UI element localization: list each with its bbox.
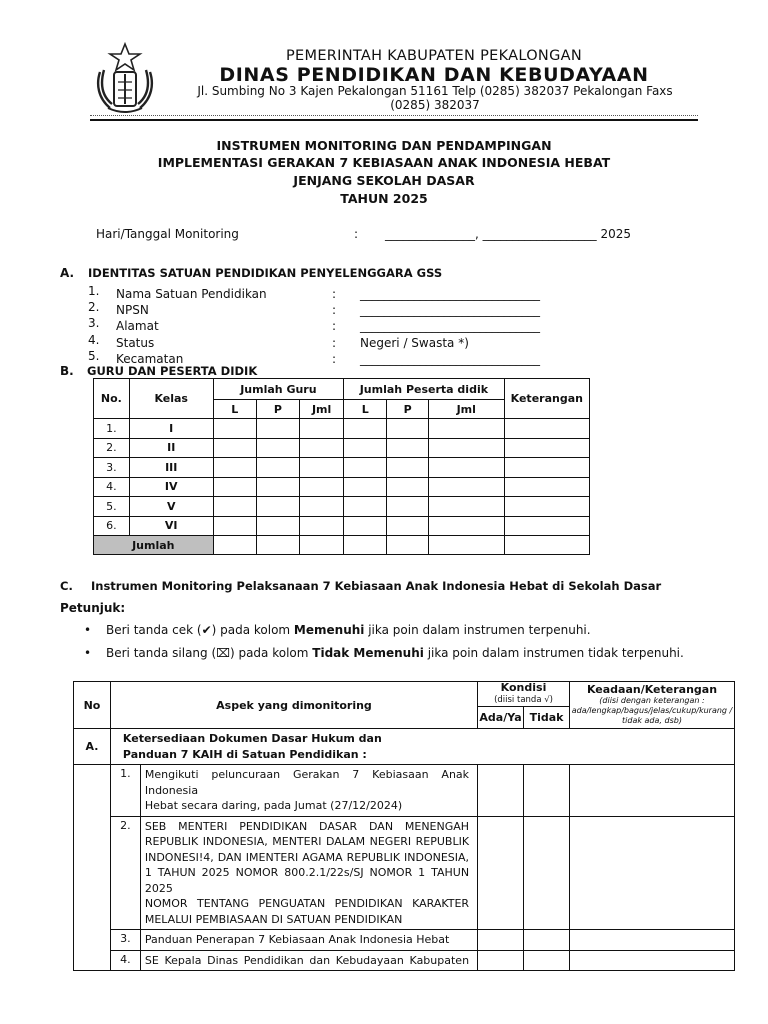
input-cell[interactable] — [387, 516, 428, 536]
input-cell[interactable] — [504, 477, 589, 497]
keadaan-cell[interactable] — [569, 816, 734, 930]
keadaan-cell[interactable] — [569, 765, 734, 817]
monitor-item-line: SE Kepala Dinas Pendidikan dan Kebudayaan Kabupaten — [144, 953, 470, 967]
input-cell[interactable] — [387, 419, 428, 439]
input-cell[interactable] — [504, 419, 589, 439]
doc-title-line3: JENJANG SEKOLAH DASAR — [293, 173, 475, 188]
monitor-item-line: 1 TAHUN 2025 NOMOR 800.2.1/22s/SJ NOMOR 1 TAHUN 2025 — [144, 866, 470, 895]
input-cell[interactable] — [387, 458, 428, 478]
input-cell[interactable] — [300, 458, 344, 478]
identity-label: NPSN — [116, 303, 149, 317]
section-b-heading: GURU DAN PESERTA DIDIK — [87, 364, 258, 378]
class-row-no: 3. — [94, 458, 130, 478]
identity-colon: : — [332, 303, 337, 317]
class-row-no: 1. — [94, 419, 130, 439]
mon-col-ada: Ada/Ya — [478, 707, 524, 729]
input-cell[interactable] — [387, 536, 428, 555]
col-siswa-jml: Jml — [428, 400, 504, 419]
identity-number: 5. — [88, 349, 100, 363]
input-cell[interactable] — [344, 536, 387, 555]
kondisi-note: (diisi tanda √) — [494, 695, 553, 705]
identity-colon: : — [332, 336, 337, 350]
mon-col-tidak: Tidak — [524, 707, 570, 729]
input-cell[interactable] — [387, 477, 428, 497]
identity-label: Status — [116, 336, 155, 350]
input-cell[interactable] — [300, 438, 344, 458]
monitor-item-line: Mengikuti peluncuraan Gerakan 7 Kebiasaan Anak Indonesia — [144, 768, 470, 797]
monitoring-date-label: Hari/Tanggal Monitoring — [96, 227, 239, 241]
group-a-title — [110, 729, 734, 765]
letterhead-address: Jl. Sumbing No 3 Kajen Pekalongan 51161 Telp (0285) 382037 Pekalongan Faxs (0285) 382037 — [197, 84, 673, 112]
mon-col-kondisi — [478, 682, 570, 707]
section-c-heading: Instrumen Monitoring Pelaksanaan 7 Kebiasaan Anak Indonesia Hebat di Sekolah Dasar — [91, 579, 662, 593]
col-siswa-p: P — [387, 400, 428, 419]
monitor-item-text — [140, 950, 477, 971]
monitor-row — [74, 930, 735, 951]
keadaan-cell[interactable] — [569, 950, 734, 971]
petunjuk-label: Petunjuk: — [60, 601, 126, 615]
input-cell[interactable] — [344, 419, 387, 439]
monitoring-date-colon: : — [354, 227, 359, 241]
monitor-row — [74, 950, 735, 971]
group-a-title1: Ketersediaan Dokumen Dasar Hukum dan — [122, 731, 382, 745]
input-cell[interactable] — [256, 458, 299, 478]
input-cell[interactable] — [300, 516, 344, 536]
doc-title-line2: IMPLEMENTASI GERAKAN 7 KEBIASAAN ANAK INDONESIA HEBAT — [157, 155, 611, 170]
mon-col-no: No — [74, 682, 111, 729]
input-cell[interactable] — [504, 458, 589, 478]
class-row-kelas: V — [129, 497, 213, 517]
monitor-item-no: 1. — [110, 765, 140, 817]
group-a-title2: Panduan 7 KAIH di Satuan Pendidikan : — [122, 747, 367, 761]
input-cell[interactable] — [428, 438, 504, 458]
kondisi-label: Kondisi — [500, 681, 547, 694]
input-cell[interactable] — [300, 477, 344, 497]
monitor-item-line: SEB MENTERI PENDIDIKAN DASAR DAN MENENGAH — [144, 819, 470, 833]
group-a-row — [74, 729, 735, 765]
ada-cell[interactable] — [478, 816, 524, 930]
monitor-row — [74, 816, 735, 930]
input-cell[interactable] — [387, 438, 428, 458]
input-cell[interactable] — [344, 497, 387, 517]
input-cell[interactable] — [428, 516, 504, 536]
identity-value[interactable]: ______________________________ — [360, 352, 540, 366]
monitor-item-line: INDONESI!4, DAN IMENTERI AGAMA REPUBLIK INDONESIA, — [144, 850, 470, 864]
monitor-item-line: MELALUI PEMBIASAAN DI SATUAN PENDIDIKAN — [144, 912, 403, 926]
letterhead-dotted-rule — [90, 115, 698, 116]
input-cell[interactable] — [256, 477, 299, 497]
class-row — [94, 438, 590, 458]
monitor-item-text — [140, 930, 477, 951]
identity-number: 1. — [88, 284, 100, 298]
input-cell[interactable] — [300, 536, 344, 555]
tidak-cell[interactable] — [524, 816, 570, 930]
class-row — [94, 477, 590, 497]
input-cell[interactable] — [213, 536, 256, 555]
total-label: Jumlah — [94, 536, 214, 555]
input-cell[interactable] — [213, 438, 256, 458]
input-cell[interactable] — [428, 458, 504, 478]
group-a-spacer — [74, 765, 111, 971]
monitor-item-line: REPUBLIK INDONESIA, MENTERI DALAM NEGERI REPUBLIK — [144, 835, 470, 848]
bullet2-post: jika poin dalam instrumen tidak terpenuhi. — [423, 646, 684, 660]
monitor-item-no: 2. — [110, 816, 140, 930]
col-kelas: Kelas — [129, 379, 213, 419]
ada-cell[interactable] — [478, 765, 524, 817]
monitoring-table — [73, 681, 735, 971]
identity-value[interactable]: ______________________________ — [360, 303, 540, 317]
tidak-cell[interactable] — [524, 950, 570, 971]
identity-colon: : — [332, 352, 337, 366]
input-cell[interactable] — [256, 438, 299, 458]
input-cell[interactable] — [256, 419, 299, 439]
input-cell[interactable] — [428, 536, 504, 555]
bullet1-bold: Memenuhi — [293, 623, 365, 637]
identity-label: Alamat — [116, 319, 159, 333]
class-row — [94, 497, 590, 517]
input-cell[interactable] — [504, 536, 589, 555]
monitor-item-text — [140, 816, 477, 930]
identity-colon: : — [332, 287, 337, 301]
identity-number: 2. — [88, 300, 100, 314]
group-a-letter: A. — [74, 729, 111, 765]
letterhead-rule — [90, 119, 698, 121]
input-cell[interactable] — [256, 536, 299, 555]
tidak-cell[interactable] — [524, 930, 570, 951]
mon-col-keadaan — [569, 682, 734, 729]
identity-label: Kecamatan — [116, 352, 184, 366]
monitor-item-no: 3. — [110, 930, 140, 951]
input-cell[interactable] — [344, 477, 387, 497]
input-cell[interactable] — [213, 419, 256, 439]
input-cell[interactable] — [504, 497, 589, 517]
class-row-kelas: IV — [129, 477, 213, 497]
input-cell[interactable] — [344, 438, 387, 458]
col-no: No. — [94, 379, 130, 419]
input-cell[interactable] — [213, 458, 256, 478]
ada-cell[interactable] — [478, 930, 524, 951]
input-cell[interactable] — [344, 516, 387, 536]
class-row-kelas: I — [129, 419, 213, 439]
input-cell[interactable] — [213, 516, 256, 536]
class-row — [94, 516, 590, 536]
total-row — [94, 536, 590, 555]
keadaan-note: (diisi dengan keterangan : ada/lengkap/bagus/jelas/cukup/kurang / tidak ada, dsb) — [571, 696, 733, 725]
col-jumlah-peserta: Jumlah Peserta didik — [344, 379, 504, 400]
section-c-letter: C. — [60, 579, 73, 593]
bullet-icon: • — [84, 646, 92, 660]
input-cell[interactable] — [387, 497, 428, 517]
doc-title-line1: INSTRUMEN MONITORING DAN PENDAMPINGAN — [216, 138, 552, 153]
section-a-letter: A. — [60, 266, 75, 280]
class-row — [94, 458, 590, 478]
letterhead-office: DINAS PENDIDIKAN DAN KEBUDAYAAN — [219, 64, 649, 86]
col-guru-jml: Jml — [300, 400, 344, 419]
monitoring-date-blank[interactable]: _______________, ___________________ 2025 — [385, 227, 631, 241]
bullet2-text: Beri tanda silang (⌧) pada kolom — [106, 646, 313, 660]
class-row-kelas: III — [129, 458, 213, 478]
col-jumlah-guru: Jumlah Guru — [213, 379, 344, 400]
input-cell[interactable] — [213, 477, 256, 497]
monitor-row — [74, 765, 735, 817]
monitor-item-line: NOMOR TENTANG PENGUATAN PENDIDIKAN KARAKTER — [144, 897, 470, 910]
monitor-item-text — [140, 765, 477, 817]
input-cell[interactable] — [213, 497, 256, 517]
col-guru-l: L — [213, 400, 256, 419]
input-cell[interactable] — [300, 419, 344, 439]
identity-colon: : — [332, 319, 337, 333]
class-row-no: 6. — [94, 516, 130, 536]
bullet-icon: • — [84, 623, 92, 637]
bullet1-text: Beri tanda cek (✔) pada kolom — [106, 623, 294, 637]
input-cell[interactable] — [428, 497, 504, 517]
identity-value[interactable]: ______________________________ — [360, 319, 540, 333]
keadaan-label: Keadaan/Keterangan — [586, 683, 718, 696]
letterhead-government: PEMERINTAH KABUPATEN PEKALONGAN — [286, 48, 582, 64]
col-keterangan: Keterangan — [504, 379, 589, 419]
col-guru-p: P — [256, 400, 299, 419]
monitor-item-line: Hebat secara daring, pada Jumat (27/12/2024) — [144, 799, 403, 812]
class-row-no: 2. — [94, 438, 130, 458]
input-cell[interactable] — [344, 458, 387, 478]
bullet2-bold: Tidak Memenuhi — [312, 646, 424, 660]
class-row-no: 4. — [94, 477, 130, 497]
input-cell[interactable] — [256, 497, 299, 517]
input-cell[interactable] — [256, 516, 299, 536]
input-cell[interactable] — [504, 516, 589, 536]
monitor-item-line: Panduan Penerapan 7 Kebiasaan Anak Indonesia Hebat — [144, 933, 450, 946]
tidak-cell[interactable] — [524, 765, 570, 817]
class-row-kelas: VI — [129, 516, 213, 536]
doc-title-line4: TAHUN 2025 — [340, 191, 428, 206]
teacher-student-table — [93, 378, 590, 555]
col-siswa-l: L — [344, 400, 387, 419]
mon-col-aspek: Aspek yang dimonitoring — [110, 682, 477, 729]
identity-value[interactable]: Negeri / Swasta *) — [360, 336, 469, 350]
identity-number: 4. — [88, 333, 100, 347]
class-row-no: 5. — [94, 497, 130, 517]
bullet1-post: jika poin dalam instrumen terpenuhi. — [364, 623, 591, 637]
section-b-letter: B. — [60, 364, 74, 378]
monitor-item-no: 4. — [110, 950, 140, 971]
input-cell[interactable] — [504, 438, 589, 458]
identity-label: Nama Satuan Pendidikan — [116, 287, 267, 301]
identity-number: 3. — [88, 316, 100, 330]
class-row-kelas: II — [129, 438, 213, 458]
input-cell[interactable] — [428, 419, 504, 439]
ada-cell[interactable] — [478, 950, 524, 971]
keadaan-cell[interactable] — [569, 930, 734, 951]
input-cell[interactable] — [300, 497, 344, 517]
class-row — [94, 419, 590, 439]
section-a-heading: IDENTITAS SATUAN PENDIDIKAN PENYELENGGARA GSS — [88, 266, 443, 280]
input-cell[interactable] — [428, 477, 504, 497]
identity-value[interactable]: ______________________________ — [360, 287, 540, 301]
